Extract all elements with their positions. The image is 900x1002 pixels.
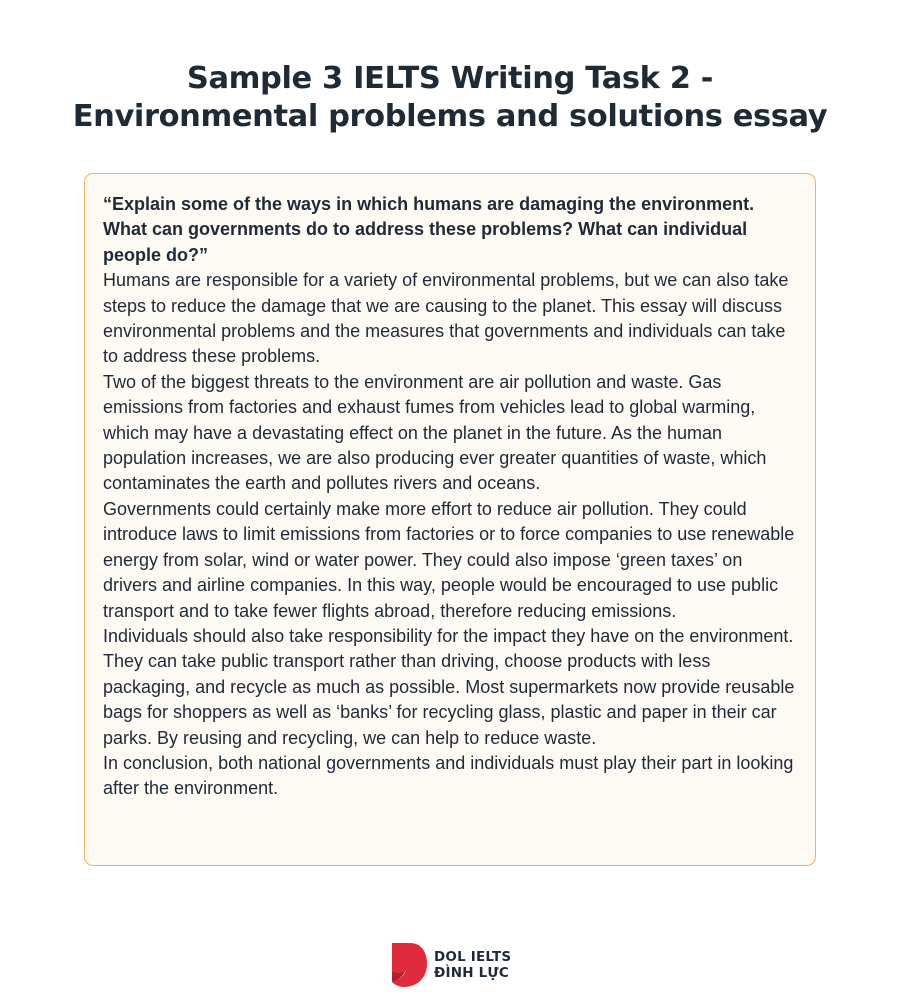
essay-paragraph-problems: Two of the biggest threats to the environment are air pollution and waste. Gas emissions from factories and exhaust fumes from vehicles lead to global warming, which may have a devastating effect on the planet in the future. As the human population increases, we are also producing ever greater quantities of waste, which contaminates the earth and pollutes rivers and oceans. xyxy=(103,371,767,494)
brand-name-line-2: ĐÌNH LỰC xyxy=(434,965,510,981)
page-title xyxy=(0,60,900,136)
essay-paragraph-individuals: Individuals should also take responsibility for the impact they have on the environment. They can take public transport rather than driving, choose products with less packaging, and recycle as much as possible. Most supermarkets now provide reusable bags for shoppers as well as ‘banks’ for recycling glass, plastic and paper in their car parks. By reusing and recycling, we can help to reduce waste. xyxy=(103,625,795,748)
essay-paragraph-intro: Humans are responsible for a variety of environmental problems, but we can also take steps to reduce the damage that we are causing to the planet. This essay will discuss environmental problems and the measures that governments and individuals can take to address these problems. xyxy=(103,270,789,367)
essay-question: “Explain some of the ways in which humans are damaging the environment. What can governments do to address these problems? What can individual people do?” xyxy=(103,194,755,265)
brand-name xyxy=(434,949,511,981)
dol-logo-icon xyxy=(390,941,428,989)
title-line-1: Sample 3 IELTS Writing Task 2 - xyxy=(186,61,714,96)
essay-paragraph-conclusion: In conclusion, both national governments and individuals must play their part in looking after the environment. xyxy=(103,752,794,799)
title-line-2: Environmental problems and solutions essay xyxy=(72,99,828,134)
essay-paragraph-governments: Governments could certainly make more effort to reduce air pollution. They could introduce laws to limit emissions from factories or to force companies to use renewable energy from solar, wind or water power. They could also impose ‘green taxes’ on drivers and airline companies. In this way, people would be encouraged to use public transport and to take fewer flights abroad, therefore reducing emissions. xyxy=(103,498,795,621)
essay-card xyxy=(84,173,816,866)
brand-logo xyxy=(390,940,511,990)
brand-name-line-1: DOL IELTS xyxy=(434,949,512,965)
